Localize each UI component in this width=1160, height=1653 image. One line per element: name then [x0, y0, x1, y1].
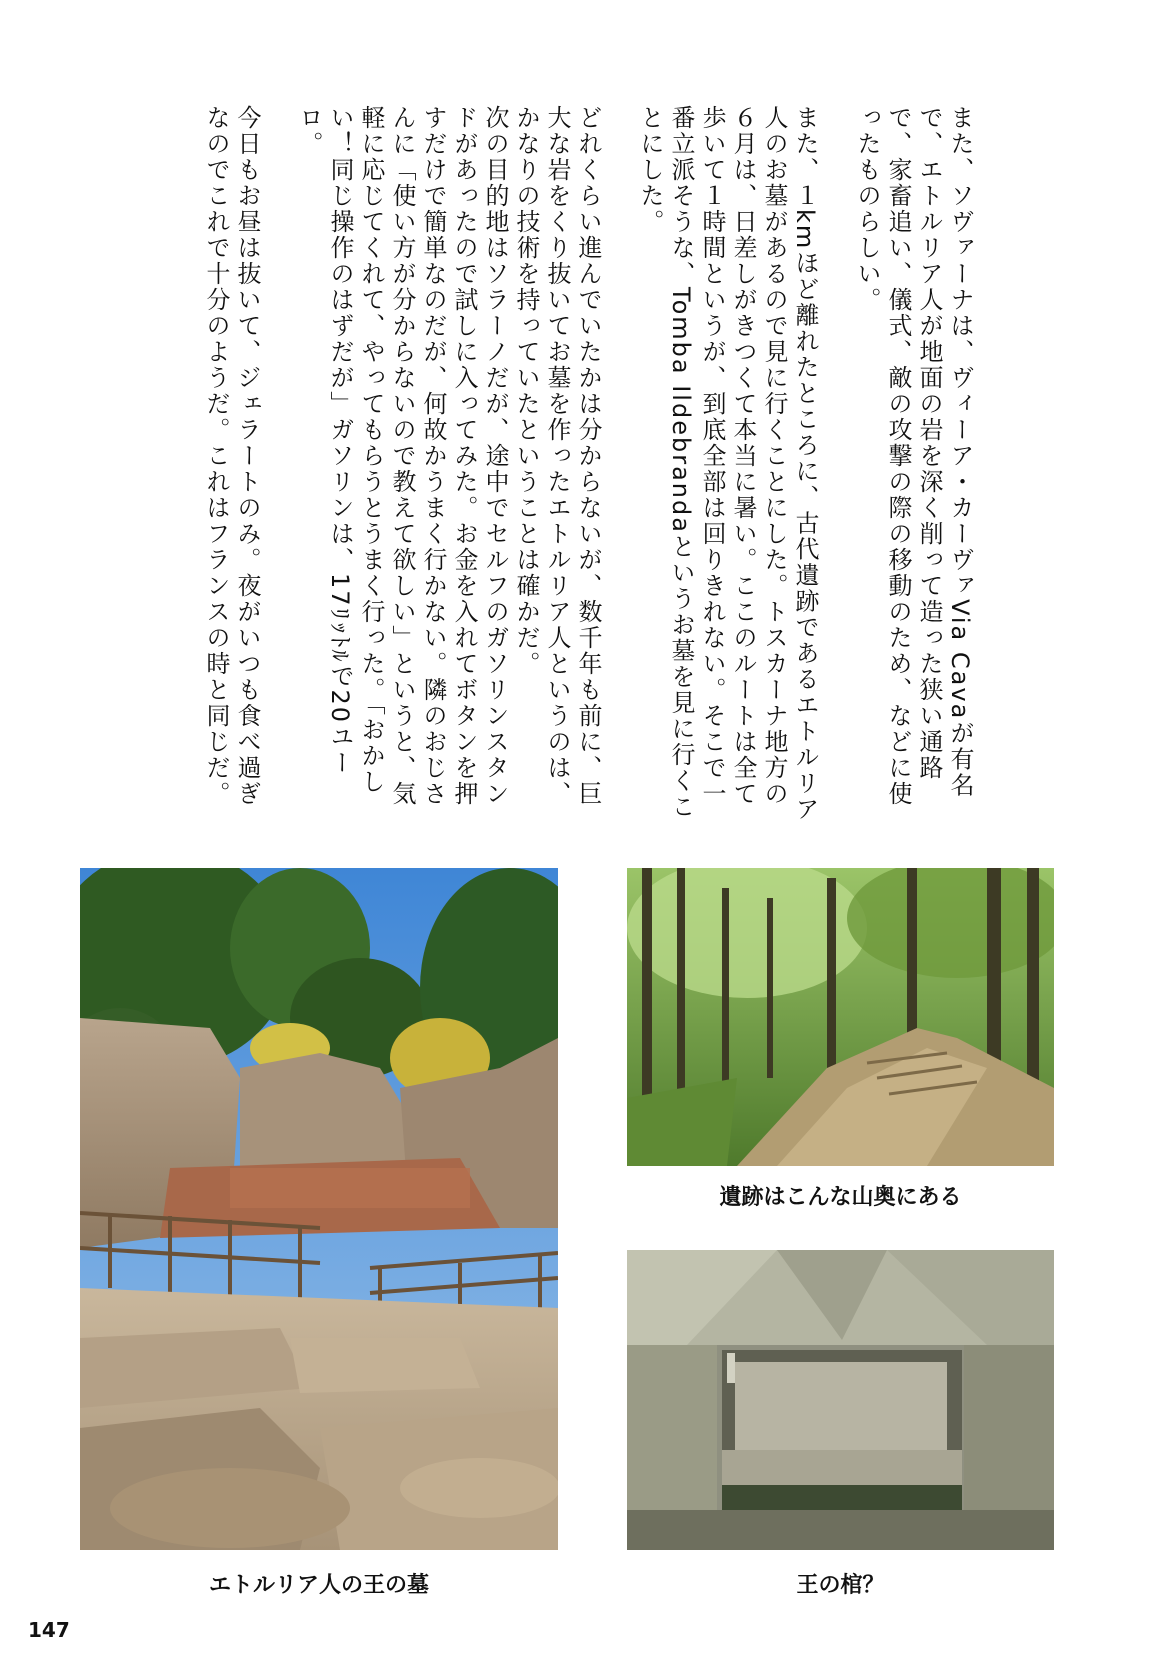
caption-kings-coffin: 王の棺？	[796, 1573, 885, 1598]
caption-etruscan-tomb: エトルリア人の王の墓	[208, 1573, 429, 1598]
caption-forest-path: 遺跡はこんな山奥にある	[719, 1185, 962, 1210]
paragraph-via-cava: また、ソヴァーナは、ヴィーア・カーヴァVia Cavaが有名で、エトルリア人が地面の岩を深く削って造った狭い通路で、家畜追い、儀式、敵の攻撃の際の移動のため、などに使ったものらしい。	[853, 105, 974, 807]
paragraph-tomb-visit: また、１kmほど離れたところに、古代遺跡であるエトルリア人のお墓があるので見に行くことにした。トスカーナ地方の６月は、日差しがきつくて本当に暑い。ここのルートは全て歩いて１時間というが、到底全部は回りきれない。そこで一番立派そうな、Tomba Ildebrandaというお墓を見に行くことにした。	[636, 105, 819, 823]
photo-kings-coffin	[627, 1250, 1054, 1550]
photo-forest-path	[627, 868, 1054, 1166]
body-text	[200, 105, 975, 825]
paragraph-lunch: 今日もお昼は抜いて、ジェラートのみ。夜がいつも食べ過ぎなのでこれで十分のようだ。これはフランスの時と同じだ。	[202, 105, 261, 807]
paragraph-etruscan-skill: どれくらい進んでいたかは分からないが、数千年も前に、巨大な岩をくり抜いてお墓を作ったエトルリア人というのは、かなりの技術を持っていたということは確かだ。	[512, 105, 602, 807]
page-number: 147	[28, 1618, 70, 1642]
paragraph-gas-station: 次の目的地はソラーノだが、途中でセルフのガソリンスタンドがあったので試しに入ってみた。お金を入れてボタンを押すだけで簡単なのだが、何故かうまく行かない。隣のおじさんに「使い方が分からないので教えて欲しい」というと、気軽に応じてくれて、やってもらうとうまく行った。「おかしい！同じ操作のはずだが」ガソリンは、17ﾘｯﾄﾙで20ユーロ。	[295, 105, 509, 807]
photo-etruscan-tomb	[80, 868, 558, 1550]
